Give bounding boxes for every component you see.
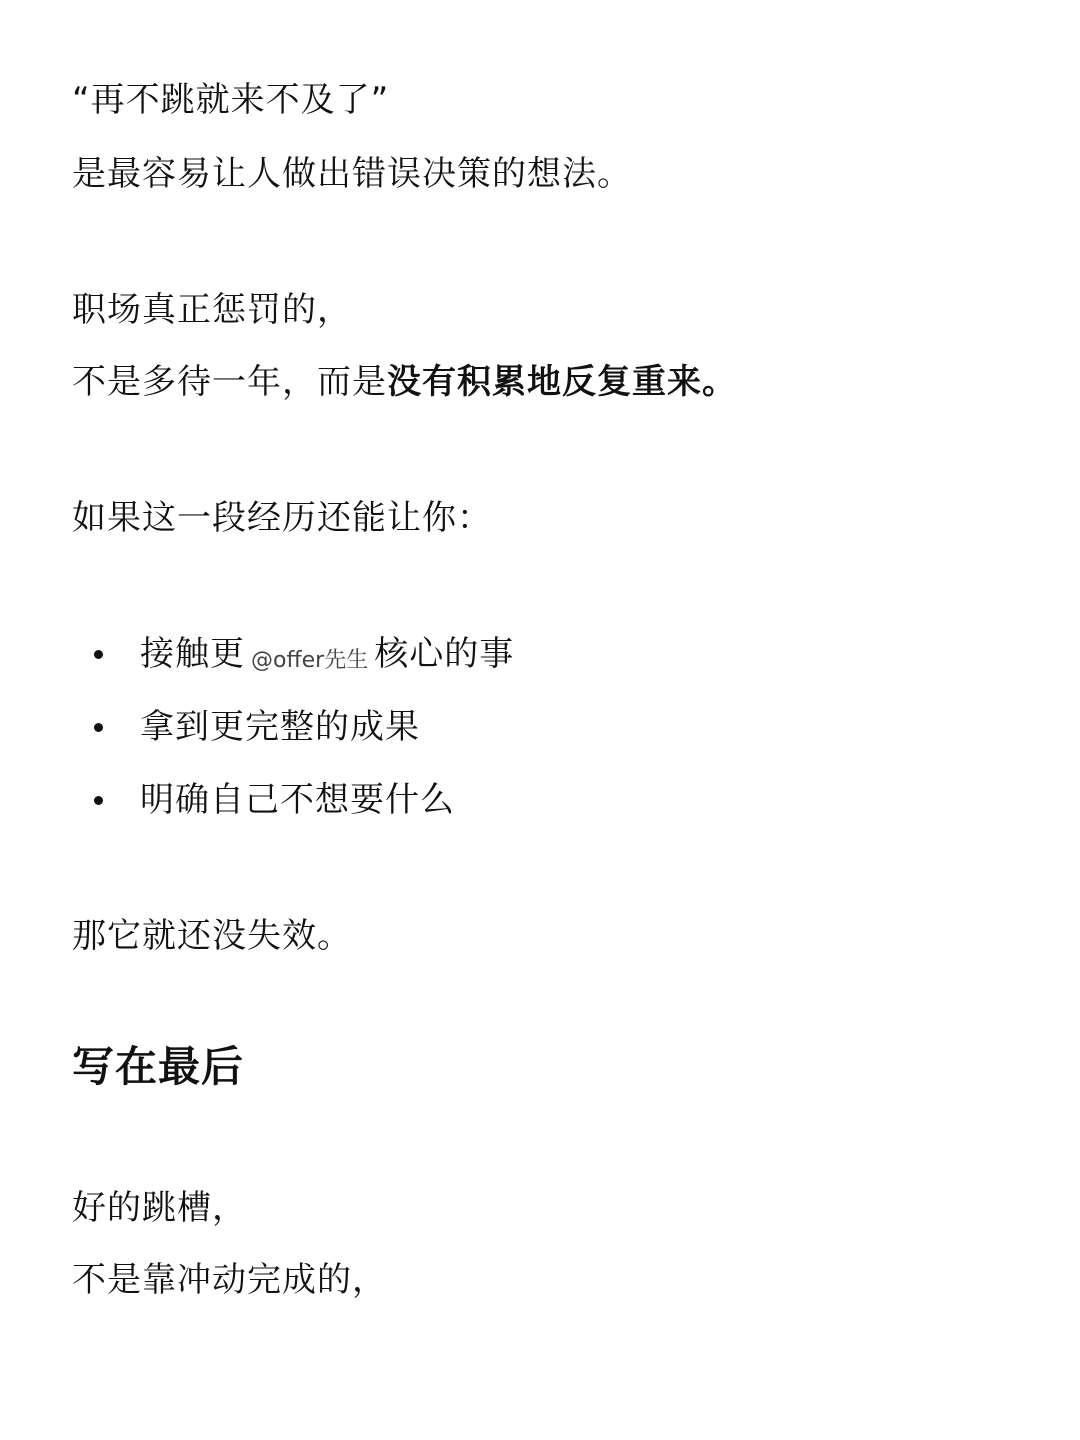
list-item-text [140, 632, 514, 681]
condition-line: 如果这一段经历还能让你： [72, 498, 492, 538]
section-heading: 写在最后 [72, 1042, 245, 1091]
section-line-1: 好的跳槽， [72, 1188, 247, 1228]
list-item-text-after: 核心的事 [374, 634, 515, 674]
penalty-intro-line: 职场真正惩罚的， [72, 290, 352, 330]
list-item-text: 拿到更完整的成果 [140, 707, 420, 747]
penalty-line [72, 360, 737, 404]
bullet-dot-icon [94, 796, 103, 805]
section-line-2: 不是靠冲动完成的， [72, 1260, 387, 1300]
list-item [72, 778, 972, 822]
penalty-prefix: 不是多待一年，而是 [72, 362, 387, 402]
article-body [72, 0, 1008, 1440]
bullet-dot-icon [94, 650, 103, 659]
list-item-text: 明确自己不想要什么 [140, 780, 455, 820]
conclusion-line: 那它就还没失效。 [72, 916, 352, 956]
list-item-text-before: 接触更 [140, 634, 245, 674]
list-item [72, 632, 972, 676]
bullet-dot-icon [94, 723, 103, 732]
penalty-emphasis: 没有积累地反复重来。 [387, 362, 737, 402]
quote-line: “再不跳就来不及了” [72, 80, 390, 120]
author-watermark: @offer先生 [251, 648, 369, 673]
quote-followup-line: 是最容易让人做出错误决策的想法。 [72, 154, 632, 194]
list-item [72, 705, 972, 749]
